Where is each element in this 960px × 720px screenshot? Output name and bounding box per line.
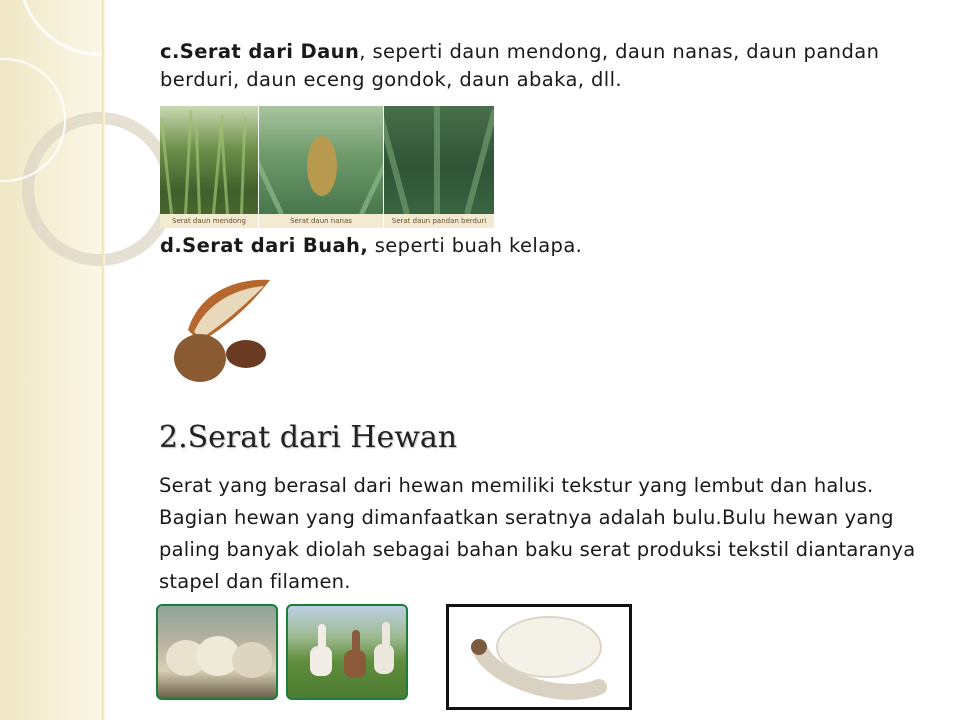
sheep-image <box>156 604 278 700</box>
leaf-fiber-heading: c.Serat dari Daun <box>160 40 360 63</box>
silkworm-cocoon-image <box>446 604 632 710</box>
leaf-fiber-description <box>160 38 930 94</box>
alpaca-image <box>286 604 408 700</box>
fruit-fiber-description <box>160 232 930 260</box>
fruit-fiber-text: seperti buah kelapa. <box>368 234 583 257</box>
pandan-leaf-image <box>384 106 494 228</box>
image-caption: Serat daun nanas <box>259 214 383 228</box>
pineapple-leaf-image <box>259 106 383 228</box>
decorative-side-band <box>0 0 105 720</box>
leaf-fiber-text: , seperti daun mendong, daun nanas, daun pandan berduri, daun eceng gondok, daun abaka, dll. <box>160 40 880 91</box>
animal-fiber-paragraph: Serat yang berasal dari hewan memiliki tekstur yang lembut dan halus. Bagian hewan yang dimanfaatkan seratnya adalah bulu.Bulu hewan yang paling banyak diolah sebagai bahan baku serat produksi tekstil diantaranya stapel dan filamen. <box>159 474 916 593</box>
coconut-fiber-image <box>160 270 282 388</box>
animal-fiber-title: 2.Serat dari Hewan <box>159 420 458 455</box>
mendong-leaf-image <box>160 106 258 228</box>
image-caption: Serat daun mendong <box>160 214 258 228</box>
fruit-fiber-heading: d.Serat dari Buah, <box>160 234 369 257</box>
image-caption: Serat daun pandan berduri <box>384 214 494 228</box>
